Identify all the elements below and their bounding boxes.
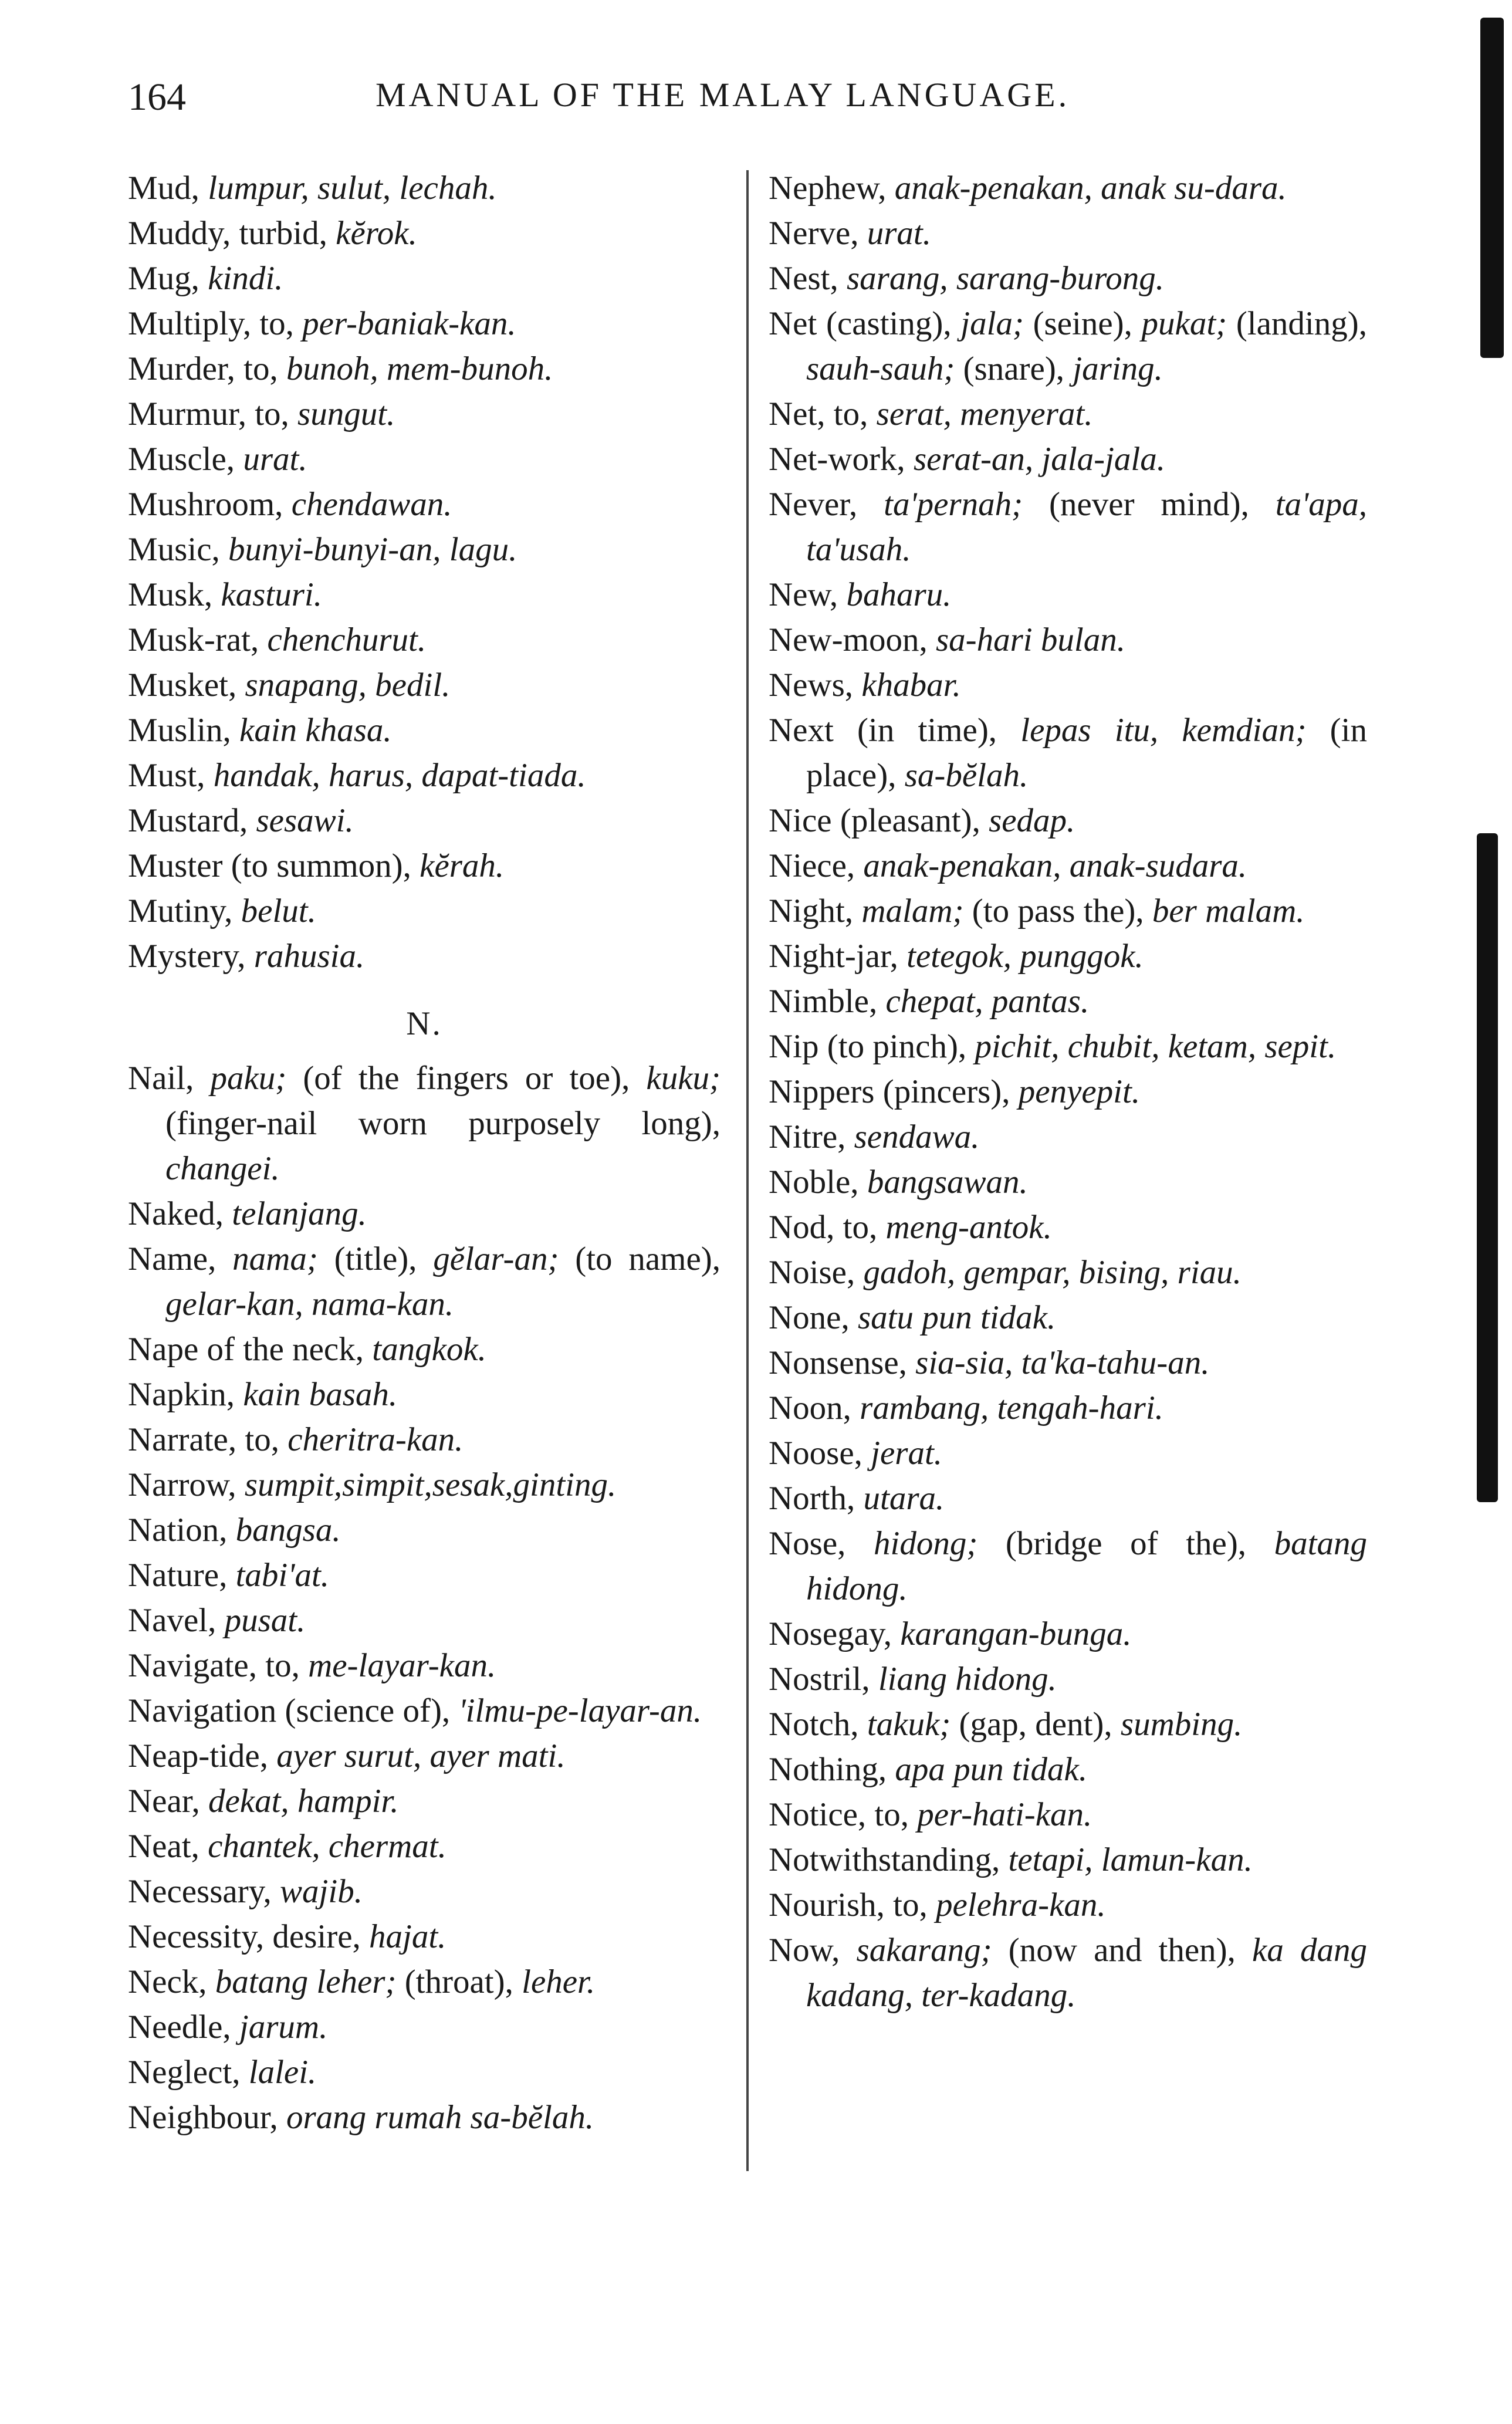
right-column — [769, 165, 1367, 2018]
dictionary-entry: Muddy, turbid, kĕrok. — [128, 215, 417, 252]
dictionary-entry: Neap-tide, ayer surut, ayer mati. — [128, 1737, 566, 1774]
dictionary-entry: Mud, lumpur, sulut, lechah. — [128, 170, 497, 207]
dictionary-entry: Necessity, desire, hajat. — [128, 1918, 447, 1955]
dictionary-entry: Now, sakarang; (now and then), ka dang kadang, ter-kadang. — [769, 1932, 1367, 2014]
dictionary-entry: Night-jar, tetegok, punggok. — [769, 938, 1144, 975]
dictionary-entry: Nation, bangsa. — [128, 1512, 341, 1549]
dictionary-entry: Muster (to summon), kĕrah. — [128, 847, 505, 884]
dictionary-entry: Nothing, apa pun tidak. — [769, 1751, 1088, 1788]
dictionary-entry: Nippers (pincers), penyepit. — [769, 1073, 1141, 1110]
dictionary-entry: Niece, anak-penakan, anak-sudara. — [769, 847, 1247, 884]
dictionary-entry: Notwithstanding, tetapi, lamun-kan. — [769, 1841, 1253, 1878]
dictionary-entry: Navigate, to, me-layar-kan. — [128, 1647, 496, 1684]
running-title: MANUAL OF THE MALAY LANGUAGE. — [376, 76, 1070, 114]
scan-edge-mark — [1477, 833, 1498, 1502]
dictionary-entry: Near, dekat, hampir. — [128, 1783, 399, 1820]
dictionary-entry: Navigation (science of), 'ilmu-pe-layar-an. — [128, 1692, 702, 1729]
dictionary-entry: Nimble, chepat, pantas. — [769, 983, 1090, 1020]
dictionary-entry: Net, to, serat, menyerat. — [769, 395, 1093, 432]
dictionary-entry: Net-work, serat-an, jala-jala. — [769, 441, 1165, 478]
dictionary-entry: Necessary, wajib. — [128, 1873, 363, 1910]
dictionary-entry: Mug, kindi. — [128, 260, 283, 297]
dictionary-entry: Murder, to, bunoh, mem-bunoh. — [128, 350, 553, 387]
dictionary-entry: News, khabar. — [769, 667, 961, 704]
dictionary-entry: Narrow, sumpit,simpit,sesak,ginting. — [128, 1466, 617, 1503]
left-column — [128, 165, 721, 2140]
dictionary-entry: Nod, to, meng-antok. — [769, 1209, 1052, 1246]
dictionary-entry: Nip (to pinch), pichit, chubit, ketam, sepit. — [769, 1028, 1337, 1065]
dictionary-entry: Naked, telanjang. — [128, 1195, 367, 1232]
dictionary-entry: Never, ta'pernah; (never mind), ta'apa, ta'usah. — [769, 486, 1368, 568]
dictionary-entry: New-moon, sa-hari bulan. — [769, 621, 1125, 658]
dictionary-entry: Name, nama; (title), gĕlar-an; (to name), gelar-kan, nama-kan. — [128, 1240, 721, 1323]
dictionary-entry: Nail, paku; (of the fingers or toe), kuku; (finger-nail worn purposely long), changei. — [128, 1060, 721, 1187]
dictionary-entry: Noon, rambang, tengah-hari. — [769, 1390, 1163, 1426]
dictionary-entry: Murmur, to, sungut. — [128, 395, 395, 432]
dictionary-entry: Notice, to, per-hati-kan. — [769, 1796, 1092, 1833]
column-divider — [746, 170, 749, 2171]
dictionary-entry: Neighbour, orang rumah sa-bĕlah. — [128, 2099, 594, 2136]
dictionary-entry: Nosegay, karangan-bunga. — [769, 1615, 1132, 1652]
dictionary-entry: Next (in time), lepas itu, kemdian; (in place), sa-bĕlah. — [769, 712, 1367, 794]
n-entries-left — [128, 1056, 721, 2140]
scan-edge-mark — [1480, 18, 1504, 358]
dictionary-entry: Night, malam; (to pass the), ber malam. — [769, 892, 1305, 929]
page-number: 164 — [128, 76, 186, 119]
dictionary-entry: Musk, kasturi. — [128, 576, 322, 613]
dictionary-entry: Neck, batang leher; (throat), leher. — [128, 1963, 596, 2000]
dictionary-entry: Musk-rat, chenchurut. — [128, 621, 427, 658]
dictionary-entry: Mystery, rahusia. — [128, 938, 365, 975]
dictionary-entry: Nest, sarang, sarang-burong. — [769, 260, 1165, 297]
section-letter-n: N. — [406, 1005, 442, 1042]
dictionary-entry: Noble, bangsawan. — [769, 1164, 1028, 1201]
dictionary-entry: Must, handak, harus, dapat-tiada. — [128, 757, 586, 794]
dictionary-entry: Mushroom, chendawan. — [128, 486, 452, 523]
dictionary-entry: Musket, snapang, bedil. — [128, 667, 451, 704]
dictionary-entry: Noose, jerat. — [769, 1435, 943, 1472]
dictionary-entry: Needle, jarum. — [128, 2009, 328, 2046]
dictionary-entry: Nature, tabi'at. — [128, 1557, 330, 1594]
dictionary-entry: Notch, takuk; (gap, dent), sumbing. — [769, 1706, 1243, 1743]
dictionary-entry: Mutiny, belut. — [128, 892, 316, 929]
dictionary-entry: Nourish, to, pelehra-kan. — [769, 1887, 1106, 1923]
m-entries — [128, 165, 721, 979]
dictionary-entry: Music, bunyi-bunyi-an, lagu. — [128, 531, 517, 568]
dictionary-entry: New, baharu. — [769, 576, 952, 613]
dictionary-entry: Nape of the neck, tangkok. — [128, 1331, 486, 1368]
dictionary-entry: North, utara. — [769, 1480, 945, 1517]
dictionary-entry: Mustard, sesawi. — [128, 802, 354, 839]
dictionary-entry: Noise, gadoh, gempar, bising, riau. — [769, 1254, 1242, 1291]
dictionary-entry: Napkin, kain basah. — [128, 1376, 398, 1413]
dictionary-entry: Nephew, anak-penakan, anak su-dara. — [769, 170, 1287, 207]
dictionary-entry: Nerve, urat. — [769, 215, 932, 252]
dictionary-entry: Nose, hidong; (bridge of the), batang hidong. — [769, 1525, 1367, 1607]
dictionary-entry: Nonsense, sia-sia, ta'ka-tahu-an. — [769, 1344, 1210, 1381]
dictionary-entry: Neat, chantek, chermat. — [128, 1828, 447, 1865]
dictionary-entry: Neglect, lalei. — [128, 2054, 317, 2091]
dictionary-entry: Nice (pleasant), sedap. — [769, 802, 1075, 839]
dictionary-entry: Muslin, kain khasa. — [128, 712, 392, 749]
dictionary-entry: Nostril, liang hidong. — [769, 1661, 1057, 1698]
dictionary-entry: Multiply, to, per-baniak-kan. — [128, 305, 516, 342]
dictionary-entry: Navel, pusat. — [128, 1602, 306, 1639]
n-entries-right — [769, 165, 1367, 2018]
dictionary-entry: Muscle, urat. — [128, 441, 307, 478]
dictionary-entry: Net (casting), jala; (seine), pukat; (landing), sauh-sauh; (snare), jaring. — [769, 305, 1368, 387]
dictionary-entry: None, satu pun tidak. — [769, 1299, 1056, 1336]
dictionary-entry: Narrate, to, cheritra-kan. — [128, 1421, 464, 1458]
dictionary-entry: Nitre, sendawa. — [769, 1118, 980, 1155]
